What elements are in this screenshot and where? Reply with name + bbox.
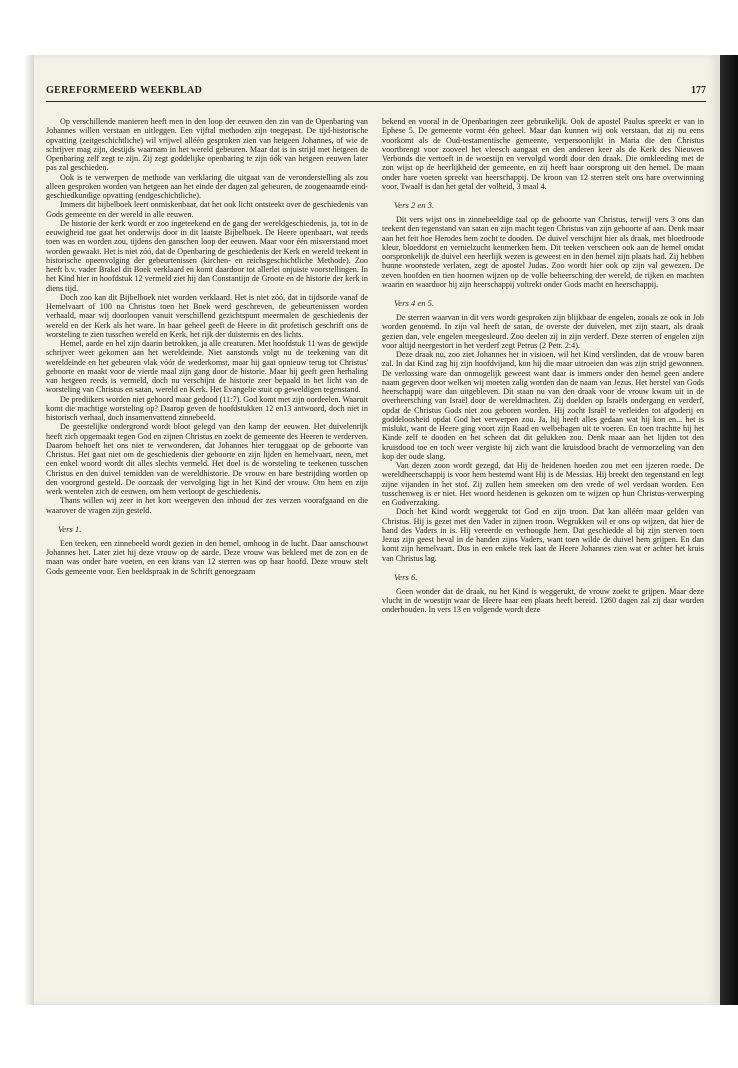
paragraph: Doch zoo kan dit Bijbelboek niet worden verklaard. Het is niet zóó, dat in tijdsorde vanaf de Hemelvaart of 100 na Christus toen het Boek werd geschreven, de gebeurtenissen worden verhaald, maar wij doorloopen vanuit verschillend gezichtspunt meermalen de geschiedenis der wereld en der Kerk als het ware. In haar geheel geeft de Heere in dit profetisch geschrift ons de worsteling te zien tusschen wereld en Kerk, het rijk der duisternis en des lichts. bbox=[46, 292, 368, 339]
paragraph: Op verschillende manieren heeft men in den loop der eeuwen den zin van de Openbaring van Johannes willen verstaan en uitleggen. Een vijftal methoden zijn toegepast. De tijd-historische opvatting (zeitgeschichtliche) wil vrijwel alléén gesproken zien van hetgeen Johannes, of wie de schrijver mag zijn, destijds waarnam in het wereld gebeuren. Maar dat is in strijd met hetgeen de Openbaring zelf zegt te zijn. Zij zegt goddelijke openbaring te zijn óók van hetgeen eeuwen later pas zal geschieden. bbox=[46, 117, 368, 173]
paragraph: De geestelijke ondergrond wordt bloot gelegd van den kamp der eeuwen. Het duivelenrijk heeft zich opgemaakt tegen God en zijnen Christus en zoekt de gemeente des Heeren te verderven. Daarom behoeft het ons niet te verwonderen, dat Johannes hier teruggaat op de geboorte van Christus. Het gaat niet om de geschiedenis dier geboorte en zijn lijden en hemelvaart, neen, met een enkel woord wordt dit alles slechts vermeld. Het doel is de worsteling te teekenen tusschen Christus en den duivel temidden van de wereldhistorie. De vrouw en hare bestrijding worden op den voorgrond gesteld. De oorzaak der vervolging ligt in het Kind der vrouw. Om hem en zijn werk wentelen zich de eeuwen, om hem verloopt de geschiedenis. bbox=[46, 422, 368, 496]
paragraph: De prediikers worden niet gehoord maar gedood (11:7). God komt met zijn oordeelen. Waaruit komt die machtige worsteling op? Daarop geven de hoofdstukken 12 en13 antwoord, doch niet in historisch verhaal, doch insamenvattend zinnebeeld. bbox=[46, 394, 368, 422]
page-number: 177 bbox=[691, 85, 706, 96]
section-heading-vers-2-3: Vers 2 en 3. bbox=[394, 200, 435, 210]
paragraph: Doch het Kind wordt weggerukt tot God en zijn troon. Dat kan alléén maar gelden van Christus. Hij is gezet met den Vader in zijnen troon. Wegrukken wil er ons op wijzen, dat hier de hand des Vaders in is. Hij vereerde en verhoogde hem. Dat geschiedde al bij zijn sterven toen Jezus zijn geest beval in de handen zijns Vaders, want toen wilde de duivel hem grijpen. En dan komt zijn hemelvaart. Dus in een enkele trek laat de Heere Johannes zien wat er achter het kruis van Christus lag. bbox=[382, 507, 704, 563]
left-column bbox=[46, 117, 368, 576]
section-heading-vers-6: Vers 6. bbox=[394, 571, 418, 582]
paragraph-continued: bekend en vooral in de Openbaringen zeer gebruikelijk. Ook de apostel Paulus spreekt er van in Ephese 5. De gemeente vormt één geheel. Maar dan kunnen wij ook verstaan, dat zij nu eens voorkomt als de Oud-testamentische gemeente, verpersoonlijkt in Maria die den Christus voortbrengt voor zooveel het vleesch aangaat en den anderen keer als de Kerk des Nieuwen Verbonds die vertoeft in de woestijn en vervolgd wordt door den draak. Die omkleeding met de zon wijst op de heerlijkheid der gemeente, en zij heeft haar oorsprong uit den hemel. De maan onder hare voeten spreekt van heerschappij. De kroon van 12 sterren stelt ons hare overwinning voor. Twaalf is dan het getal der volheid, 3 maal 4. bbox=[382, 117, 704, 191]
paragraph: Dit vers wijst ons in zinnebeeldige taal op de geboorte van Christus, terwijl vers 3 ons dan teekent den tegenstand van satan en zijn macht tegen Christus van zijn geboorte af aan. Denk maar aan het feit hoe Herodes hem zocht te dooden. De duivel verschijnt hier als draak, met bloedroode kleur, bloeddorst en vernielzucht kenmerken hem. Dit teeken verscheen ook aan de hemel omdat oorspronkelijk de duivel een heerlijk wezen is geweest en in den hemel zijn plaats had. Zij hebben hunne woonstede verlaten, zegt de apostel Judas. Zoo wordt hier ook op zijn val gewezen. De zeven hoofden en tien hoornen wijzen op de volle beheersching der wereld, de rijken en machten waarin en waardoor hij zijn heerschappij voltrekt onder Gods macht en heerschappij. bbox=[382, 215, 704, 289]
page-header bbox=[46, 85, 706, 102]
scan-left-margin bbox=[0, 55, 34, 1005]
paragraph: Geen wonder dat de draak, nu het Kind is weggerukt, de vrouw zoekt te grijpen. Maar deze vlucht in de woestijn waar de Heere haar een plaats heeft bereid. 1260 dagen zal zij daar worden onderhouden. In vers 13 en volgende wordt deze bbox=[382, 586, 704, 615]
scan-right-edge bbox=[720, 55, 738, 1005]
paragraph: Thans willen wij zeer in het kort weergeven den inhoud der zes verzen voorafgaand en die waarover de vragen zijn gesteld. bbox=[46, 496, 368, 515]
paragraph: Van dezen zoon wordt gezegd, dat Hij de heidenen hoeden zou met een ijzeren roede. De wereldheerschappij is voor hem bestemd want Hij is de Messias. Hij breekt den tegenstand en legt zijne vijanden in het stof. Zij zullen hem smeeken om den vrede of wel verdaan worden. Een tusschenweg is er niet. Het woord heidenen is gekozen om te wijzen op hun Christus-verwerping en Godverzaking. bbox=[382, 461, 704, 507]
paragraph: Immers dit bijbelboek leert onmiskenbaar, dat het ook licht ontsteekt over de geschiedenis van Gods gemeente en der wereld in alle eeuwen. bbox=[46, 200, 368, 219]
paragraph: Deze draak nu, zoo ziet Johannes het in visioen, wil het Kind verslinden, dat de vrouw baren zal. In dat Kind zag hij zijn hoofdvijand, kon hij die maar uitroeien dan was zijn strijd gewonnen. De verlossing ware dan onmogelijk geweest want daar is immers onder den hemel geen andere naam gegeven door welken wij moeten zalig worden dan de naam van Jezus. Het herstel van Gods heerschappij ware dan uitgebleven. Dit staan nu van den draak voor de vrouw kwam uit in de overheersching van Israël door de wereldmachten. Zij doelden op Israëls ondergang en verderf, opdat de Christus Gods niet zou geboren worden. Hij zocht Israël te verleiden tot afgoderij en goddeloosheid opdat God het verwerpen zou. Ja, hij heeft alles gedaan wat hij kon en... het is mislukt, want de Heere ging voort zijn Raad en welbehagen uit te voeren. En toen trachtte hij het Kinde zelf te dooden en het scheen dat dit gelukken zou. Denk maar aan het lijden tot den kruisdood toe en toch weer vergiste hij zich want die kruisdood bracht de vermorzeling van den kop der oude slang. bbox=[382, 350, 704, 461]
section-heading-vers-1: Vers 1. bbox=[58, 523, 82, 534]
right-column bbox=[382, 117, 704, 615]
paragraph: De sterren waarvan in dit vers wordt gesproken zijn blijkbaar de engelen, zooals ze ook in Job worden genoemd. In zijn val heeft de satan, de overste der duivelen, met zijn staart, als draak gezien dan, vele engelen meegesleurd. Zoo deelen zij in zijn verderf. Deze sterren of engelen zijn voor altijd neergestort in het verderf zegt Petrus (2 Petr. 2:4). bbox=[382, 313, 704, 350]
paragraph: Een teeken, een zinnebeeld wordt gezien in den hemel, omhoog in de lucht. Daar aanschouwt Johannes het. Later ziet hij deze vrouw op de aarde. Deze vrouw was bekleed met de zon en de maan was onder hare voeten, en een krans van 12 sterren was op haar hoofd. Deze vrouw stelt Gods gemeente voor. Een beeldspraak in de Schrift genoegzaam bbox=[46, 538, 368, 576]
paragraph: Ook is te verwerpen de methode van verklaring die uitgaat van de veronderstelling als zou alleen gesproken worden van hetgeen aan het einde der dagen zal gebeuren, de zoogenaamde eind-geschiedkundige opvatting (endgeschichtliche). bbox=[46, 172, 368, 200]
paragraph: Hemel, aarde en hel zijn daarin betrokken, ja alle creaturen. Met hoofdstuk 11 was de gewijde schrijver weer gekomen aan het wereldeinde. Niet aanstonds volgt nu de teekening van dit wereldeinde en het gebeuren vlak vóór de wederkomst, maar hij gaat opnieuw terug tot Christus' geboorte en maakt voor de vierde maal zijn gang door de historie. Maar hij geeft geen herhaling van hetgeen reeds is vermeld, doch nu verschijnt de historie zeer bepaald in het licht van de worsteling van Christus en satan, wereld en Kerk. Het Evangelie stuit op geweldigen tegenstand. bbox=[46, 339, 368, 395]
section-heading-vers-4-5: Vers 4 en 5. bbox=[394, 298, 435, 308]
paragraph: De historie der kerk wordt er zoo ingeteekend en de gang der wereldgeschiedenis, ja, tot in de eeuwigheid toe gaat het onderwijs door in dit laatste Bijbelboek. De Heere openbaart, wat reeds toen was en worden zou, tijdens den ganschen loop der eeuwen. Maar voor één misverstand moet worden gewaakt. Het is niet zóó, dat de Openbaring de geschiedenis der Kerk en wereld teekent in historische opeenvolging der gebeurtenissen (kirchen- en reichsgeschichtliche Methode). Zoo heeft b.v. vader Brakel dit Boek verklaard en komt daardoor tot allerlei onjuiste voorstellingen. In het Kind hier in hoofdstuk 12 vermeld ziet hij dan Constantijn de Groote en de historie der kerk in diens tijd. bbox=[46, 218, 368, 293]
magazine-page bbox=[34, 55, 720, 1005]
journal-title: GEREFORMEERD WEEKBLAD bbox=[46, 85, 203, 96]
